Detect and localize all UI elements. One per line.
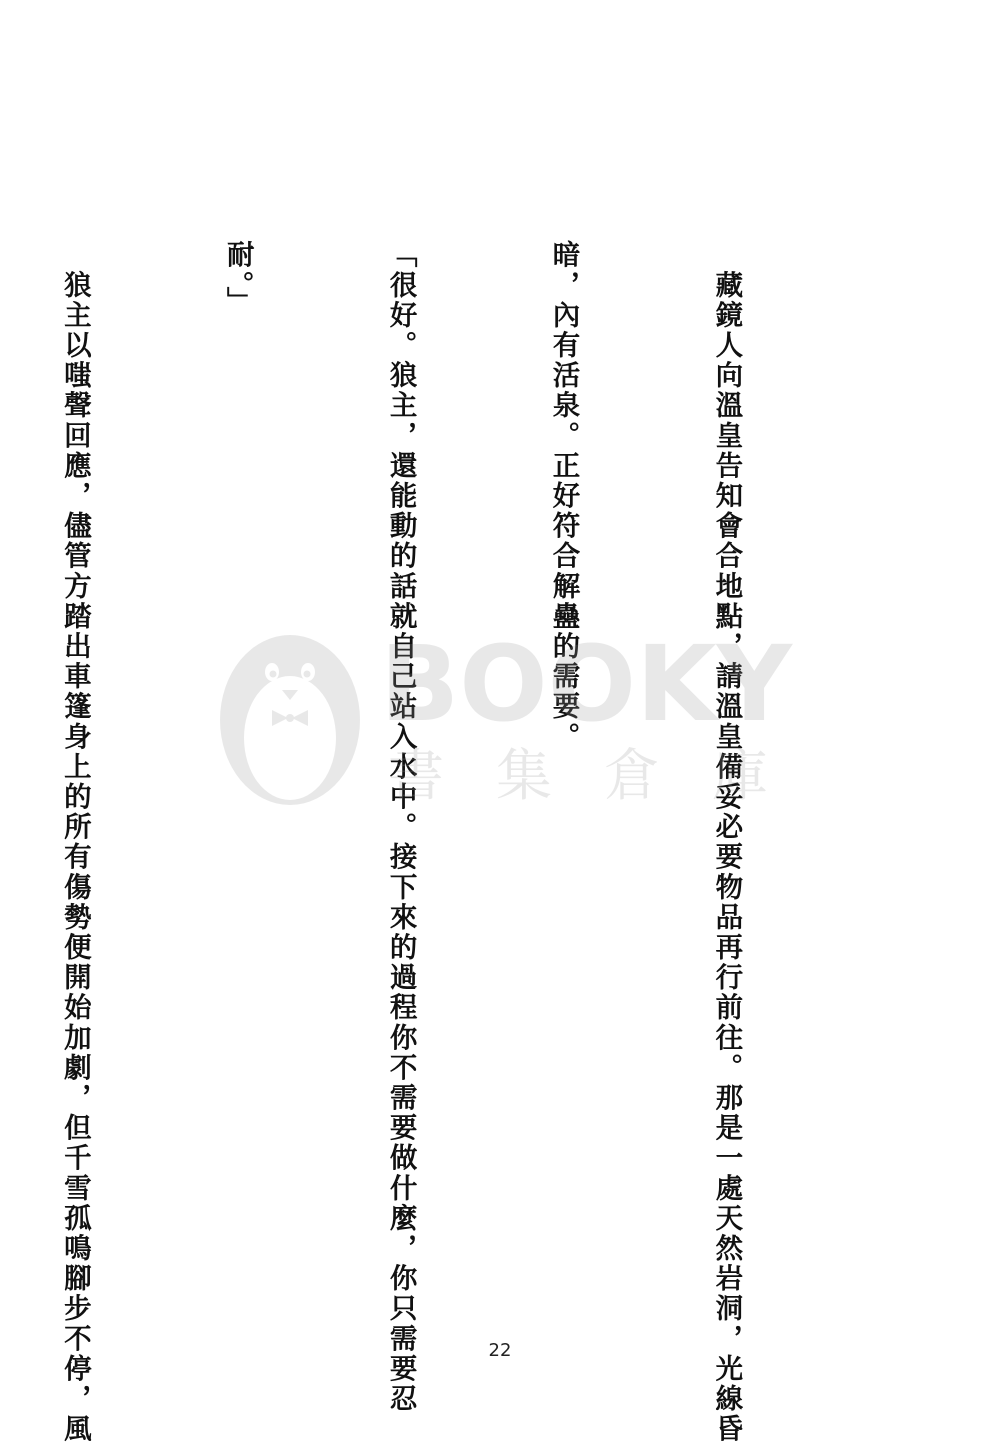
watermark-brand: BOOKY bbox=[380, 623, 792, 745]
text-line: 狼主以嗤聲回應，儘管方踏出車篷身上的所有傷勢便開始加劇，但千雪孤鳴腳步不停，風 bbox=[58, 240, 91, 1444]
page-number: 22 bbox=[488, 1340, 512, 1361]
text-line: 藏鏡人向溫皇告知會合地點，請溫皇備妥必要物品再行前往。那是一處天然岩洞，光線昏 bbox=[710, 240, 743, 1444]
text-line: 耐。」 bbox=[221, 240, 254, 317]
watermark-subtitle: 書集倉庫 bbox=[388, 744, 820, 809]
text-line: 暗，內有活泉。正好符合解蠱的需要。 bbox=[547, 240, 580, 752]
text-line: 「很好。狼主，還能動的話就自己站入水中。接下來的過程你不需要做什麼，你只需要忍 bbox=[384, 240, 417, 1414]
